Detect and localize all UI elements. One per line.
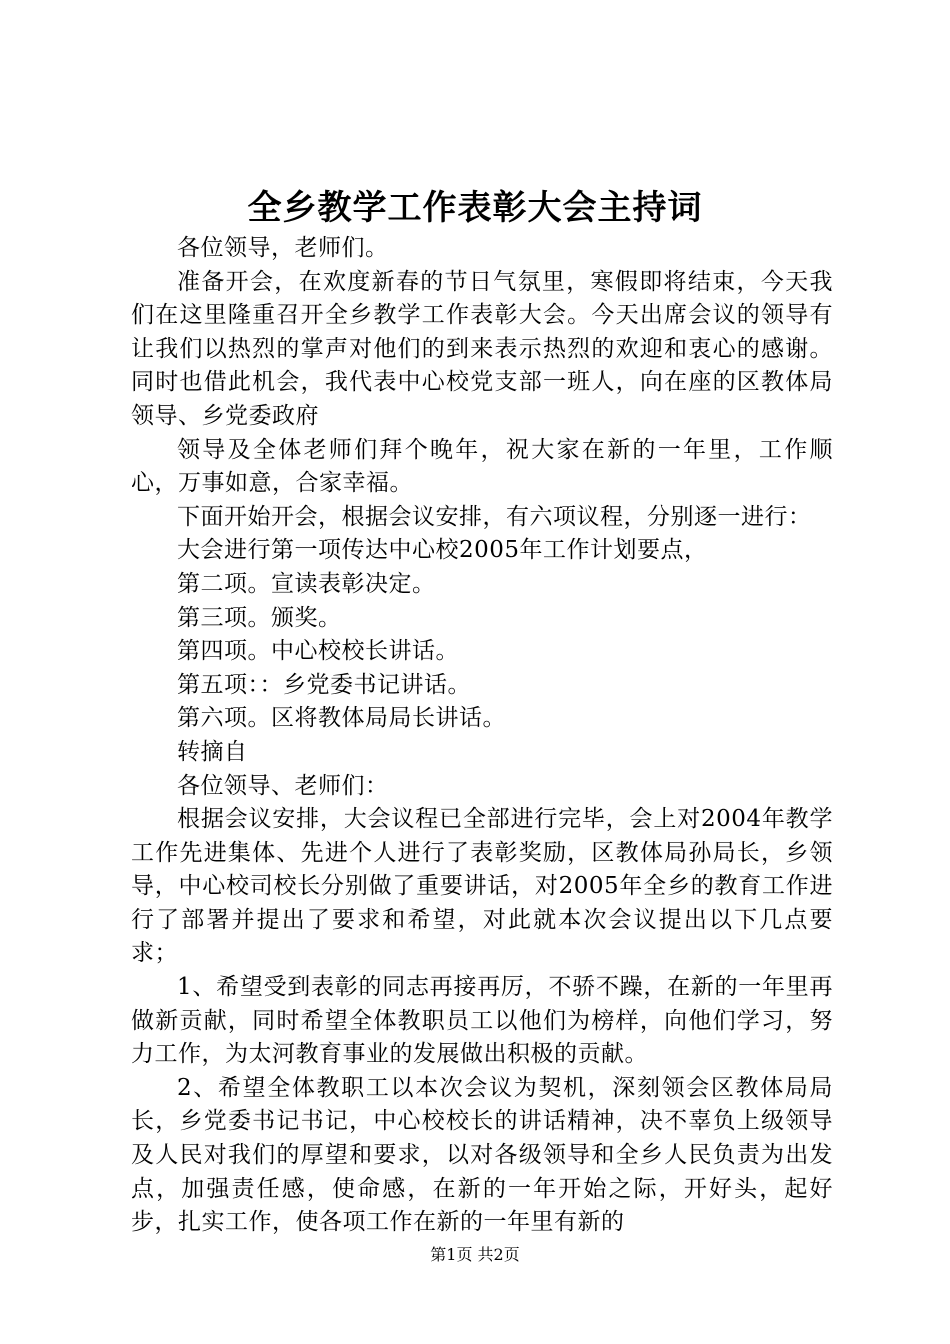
paragraph-new-year-wishes: 领导及全体老师们拜个晚年，祝大家在新的一年里，工作顺心，万事如意，合家幸福。 <box>131 436 833 497</box>
paragraph-greeting: 各位领导，老师们。 <box>177 235 389 261</box>
paragraph-closing-greeting: 各位领导、老师们： <box>177 772 389 799</box>
paragraph-opening: 准备开会，在欢度新春的节日气氛里，寒假即将结束，今天我们在这里隆重召开全乡教学工作表彰大会。今天出席会议的领导有让我们以热烈的掌声对他们的到来表示热烈的欢迎和衷心的感谢。同时也借此机会，我代表中心校党支部一班人，向在座的区教体局领导、乡党委政府 <box>131 268 833 429</box>
agenda-item-4: 第四项。中心校校长讲话。 <box>177 638 459 665</box>
paragraph-summary: 根据会议安排，大会议程已全部进行完毕，会上对2004年教学工作先进集体、先进个人进行了表彰奖励，区教体局孙局长，乡领导，中心校司校长分别做了重要讲话，对2005年全乡的教育工作进行了部署并提出了要求和希望，对此就本次会议提出以下几点要求； <box>131 806 833 967</box>
document-body <box>131 232 833 1240</box>
agenda-item-6: 第六项。区将教体局局长讲话。 <box>177 705 506 732</box>
requirement-item-2: 2、希望全体教职工以本次会议为契机，深刻领会区教体局局长，乡党委书记书记，中心校校长的讲话精神，决不辜负上级领导及人民对我们的厚望和要求，以对各级领导和全乡人民负责为出发点，加强责任感，使命感，在新的一年开始之际，开好头，起好步，扎实工作，使各项工作在新的一年里有新的 <box>131 1074 833 1236</box>
page-indicator: 第1页 共2页 <box>430 1245 520 1264</box>
requirement-item-1: 1、希望受到表彰的同志再接再厉，不骄不躁，在新的一年里再做新贡献，同时希望全体教职员工以他们为榜样，向他们学习，努力工作，为太河教育事业的发展做出积极的贡献。 <box>131 974 833 1068</box>
agenda-item-5: 第五项：：乡党委书记讲话。 <box>177 671 471 698</box>
paragraph-agenda-intro: 下面开始开会，根据会议安排，有六项议程，分别逐一进行： <box>177 503 812 530</box>
agenda-item-2: 第二项。宣读表彰决定。 <box>177 570 436 597</box>
agenda-item-1: 大会进行第一项传达中心校2005年工作计划要点， <box>177 537 708 564</box>
agenda-item-3: 第三项。颁奖。 <box>177 604 342 631</box>
document-title: 全乡教学工作表彰大会主持词 <box>247 188 703 228</box>
paragraph-source-note: 转摘自 <box>177 738 248 765</box>
